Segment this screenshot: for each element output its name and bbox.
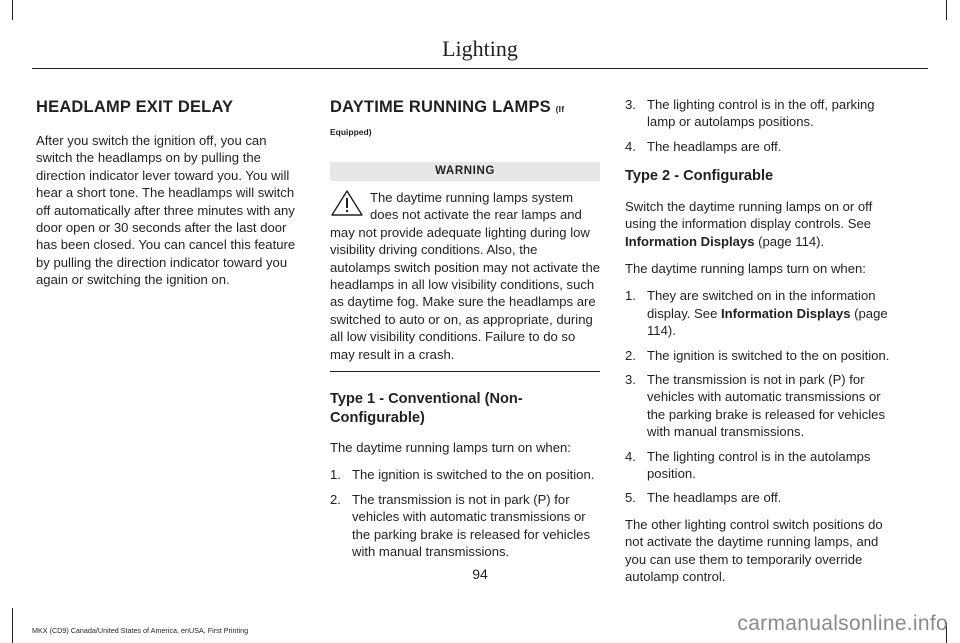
list-item — [625, 448, 895, 483]
column-right — [625, 96, 895, 585]
warning-label: WARNING — [330, 162, 600, 181]
watermark: carmanualsonline.info — [737, 612, 948, 635]
type2-list — [625, 287, 895, 506]
header-divider — [32, 68, 928, 69]
warning-block — [330, 189, 600, 363]
type2-paragraph — [625, 198, 895, 250]
warning-triangle-icon — [330, 189, 364, 217]
type2-paragraph-text: Switch the daytime running lamps on or off using the information display controls. See — [625, 198, 873, 232]
warning-divider — [330, 371, 600, 372]
list-number: 4. — [625, 448, 636, 464]
headlamp-exit-delay-heading: HEADLAMP EXIT DELAY — [36, 98, 234, 116]
list-text: The headlamps are off. — [647, 138, 782, 154]
page-reference: (page 114). — [758, 233, 825, 249]
headlamp-exit-delay-body: After you switch the ignition off, you can switch the headlamps on by pulling the direction indicator lever toward you. You will hear a short tone. The headlamps will switch off automatically after three minutes with any door open or 30 seconds after the last door has been closed. You can cancel this feature by pulling the direction indicator toward you again or switching the ignition on. — [36, 133, 296, 288]
crop-mark-bottom-left-v — [12, 608, 13, 643]
list-number: 3. — [625, 97, 636, 112]
daytime-running-lamps-heading — [330, 96, 600, 120]
edition-footer: MKX (CD9) Canada/United States of America, enUSA, First Printing — [32, 626, 249, 635]
list-item — [625, 489, 895, 506]
list-item — [625, 287, 895, 339]
type1-heading: Type 1 - Conventional (Non-Configurable) — [330, 391, 523, 426]
list-item — [625, 371, 895, 441]
daytime-running-lamps-title: DAYTIME RUNNING LAMPS — [330, 98, 551, 116]
list-text: The lighting control is in the off, parking lamp or autolamps positions. — [647, 97, 875, 130]
list-text: They are switched on in the information display. See — [647, 288, 876, 321]
list-number: 4. — [625, 138, 636, 154]
heading-suffix: (If — [555, 104, 565, 114]
type2-heading: Type 2 - Configurable — [625, 168, 774, 185]
list-number: 3. — [625, 371, 636, 387]
closing-paragraph: The other lighting control switch positions do not activate the daytime running lamps, and you can use them to temporarily override autolamp control. — [625, 516, 883, 585]
column-middle — [330, 96, 600, 561]
type1-intro: The daytime running lamps turn on when: — [330, 440, 571, 456]
type1-list — [330, 466, 600, 560]
list-number: 1. — [625, 288, 636, 304]
list-item — [330, 491, 600, 561]
column-left — [36, 96, 304, 289]
information-displays-link[interactable]: Information Displays — [721, 305, 851, 321]
list-item — [625, 347, 895, 364]
list-item — [330, 466, 600, 483]
list-number: 2. — [330, 491, 341, 507]
list-text: The transmission is not in park (P) for vehicles with automatic transmissions or the parking brake is released for vehicles with manual transmissions. — [647, 371, 885, 440]
type2-intro: The daytime running lamps turn on when: — [625, 260, 866, 276]
list-text: The ignition is switched to the on position. — [352, 467, 595, 483]
information-displays-link[interactable]: Information Displays — [625, 233, 755, 249]
list-text: The lighting control is in the autolamps position. — [647, 448, 871, 481]
list-number: 2. — [625, 347, 636, 363]
page-reference: (page 114). — [647, 305, 888, 339]
equipped-note: Equipped) — [330, 127, 372, 137]
list-item — [625, 96, 895, 131]
list-text: The ignition is switched to the on position. — [647, 347, 890, 363]
list-text: The transmission is not in park (P) for vehicles with automatic transmissions or the parking brake is released for vehicles with manual transmissions. — [352, 491, 590, 560]
crop-mark-top-right-v — [946, 0, 947, 20]
list-number: 5. — [625, 490, 636, 506]
crop-mark-top-left-v — [12, 0, 13, 20]
warning-text: The daytime running lamps system does not activate the rear lamps and may not provide adequate lighting during low visibility driving conditions. Also, the autolamps switch position may not activate the headlamps in all low visibility conditions, such as daytime fog. Make sure the headlamps are switched to auto or on, as appropriate, during all low visibility conditions. Failure to do so may result in a crash. — [330, 190, 601, 362]
list-item — [625, 138, 895, 155]
list-text: The headlamps are off. — [647, 490, 782, 506]
page-title: Lighting — [442, 36, 518, 61]
list-number: 1. — [330, 467, 341, 483]
type1-list-continued — [625, 96, 895, 155]
page-number: 94 — [472, 566, 488, 582]
